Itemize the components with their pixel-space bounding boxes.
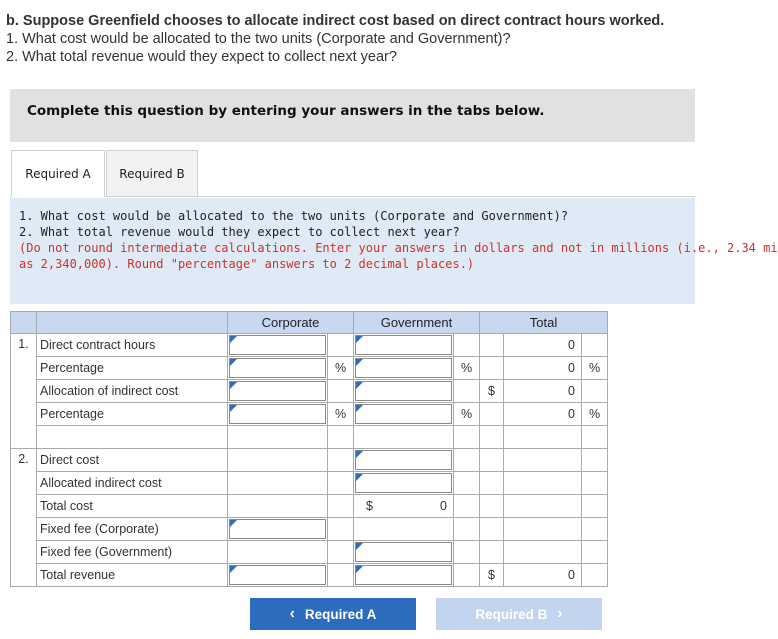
instructions-note-1: (Do not round intermediate calculations. Enter your answers in dollars and not in millions (i.e., 2.34 mi bbox=[19, 241, 778, 255]
corporate-direct-hours-input[interactable] bbox=[229, 335, 326, 355]
government-percentage-input[interactable] bbox=[355, 358, 452, 378]
total-value: 0 bbox=[504, 357, 582, 380]
row-label: Percentage bbox=[37, 357, 228, 380]
next-required-b-button[interactable] bbox=[436, 598, 602, 630]
table-row bbox=[11, 518, 608, 541]
row-label: Total revenue bbox=[37, 564, 228, 587]
table-row bbox=[11, 403, 608, 426]
corporate-total-revenue-input[interactable] bbox=[229, 565, 326, 585]
corporate-allocation-percentage-input[interactable] bbox=[229, 404, 326, 424]
percent-sign: % bbox=[582, 357, 608, 380]
government-direct-hours-input[interactable] bbox=[355, 335, 452, 355]
table-row bbox=[11, 380, 608, 403]
section-number-1: 1. bbox=[11, 334, 37, 449]
corporate-percentage-input[interactable] bbox=[229, 358, 326, 378]
question-line-2: 2. What total revenue would they expect to collect next year? bbox=[6, 49, 397, 65]
row-label: Fixed fee (Corporate) bbox=[37, 518, 228, 541]
row-label: Fixed fee (Government) bbox=[37, 541, 228, 564]
row-label: Direct cost bbox=[37, 449, 228, 472]
table-row bbox=[11, 357, 608, 380]
dollar-sign: $ bbox=[480, 564, 504, 587]
government-allocation-input[interactable] bbox=[355, 381, 452, 401]
total-value: 0 bbox=[504, 403, 582, 426]
chevron-right-icon: › bbox=[557, 605, 563, 622]
table-row bbox=[11, 449, 608, 472]
question-text bbox=[6, 12, 692, 66]
tab-required-a[interactable]: Required A bbox=[11, 150, 105, 197]
instructions-note-2: as 2,340,000). Round "percentage" answers to 2 decimal places.) bbox=[19, 257, 475, 271]
total-value: 0 bbox=[504, 564, 582, 587]
row-label: Allocated indirect cost bbox=[37, 472, 228, 495]
row-label: Total cost bbox=[37, 495, 228, 518]
government-total-cost-value: 0 bbox=[440, 499, 447, 513]
percent-sign: % bbox=[454, 357, 480, 380]
government-direct-cost-input[interactable] bbox=[355, 450, 452, 470]
prev-required-a-button[interactable] bbox=[250, 598, 416, 630]
chevron-left-icon: ‹ bbox=[289, 605, 295, 622]
percent-sign: % bbox=[328, 403, 354, 426]
total-value: 0 bbox=[504, 380, 582, 403]
government-allocated-indirect-input[interactable] bbox=[355, 473, 452, 493]
dollar-sign: $ bbox=[366, 499, 373, 513]
corporate-fixed-fee-input[interactable] bbox=[229, 519, 326, 539]
table-header-row bbox=[11, 312, 608, 334]
table-row bbox=[11, 564, 608, 587]
prev-button-label: Required A bbox=[304, 606, 377, 622]
header-corporate: Corporate bbox=[228, 312, 354, 334]
table-row bbox=[11, 495, 608, 518]
row-label: Direct contract hours bbox=[37, 334, 228, 357]
table-row bbox=[11, 426, 608, 449]
next-button-label: Required B bbox=[475, 606, 548, 622]
header-government: Government bbox=[354, 312, 480, 334]
corporate-allocation-input[interactable] bbox=[229, 381, 326, 401]
government-allocation-percentage-input[interactable] bbox=[355, 404, 452, 424]
table-row bbox=[11, 541, 608, 564]
percent-sign: % bbox=[454, 403, 480, 426]
government-total-revenue-input[interactable] bbox=[355, 565, 452, 585]
question-part-b: b. Suppose Greenfield chooses to allocate indirect cost based on direct contract hours worked. bbox=[6, 13, 665, 29]
row-label: Allocation of indirect cost bbox=[37, 380, 228, 403]
dollar-sign: $ bbox=[480, 380, 504, 403]
answer-table bbox=[10, 311, 608, 587]
tab-divider bbox=[10, 196, 695, 197]
percent-sign: % bbox=[328, 357, 354, 380]
total-value: 0 bbox=[504, 334, 582, 357]
instruction-banner: Complete this question by entering your answers in the tabs below. bbox=[10, 89, 695, 142]
instructions-line-2: 2. What total revenue would they expect to collect next year? bbox=[19, 225, 460, 239]
instructions-line-1: 1. What cost would be allocated to the two units (Corporate and Government)? bbox=[19, 209, 569, 223]
section-number-2: 2. bbox=[11, 449, 37, 587]
row-label: Percentage bbox=[37, 403, 228, 426]
table-row bbox=[11, 334, 608, 357]
tab-required-b[interactable]: Required B bbox=[106, 150, 198, 197]
percent-sign: % bbox=[582, 403, 608, 426]
government-fixed-fee-input[interactable] bbox=[355, 542, 452, 562]
table-row bbox=[11, 472, 608, 495]
question-line-1: 1. What cost would be allocated to the two units (Corporate and Government)? bbox=[6, 31, 511, 47]
instructions-panel bbox=[10, 198, 778, 304]
header-total: Total bbox=[480, 312, 608, 334]
